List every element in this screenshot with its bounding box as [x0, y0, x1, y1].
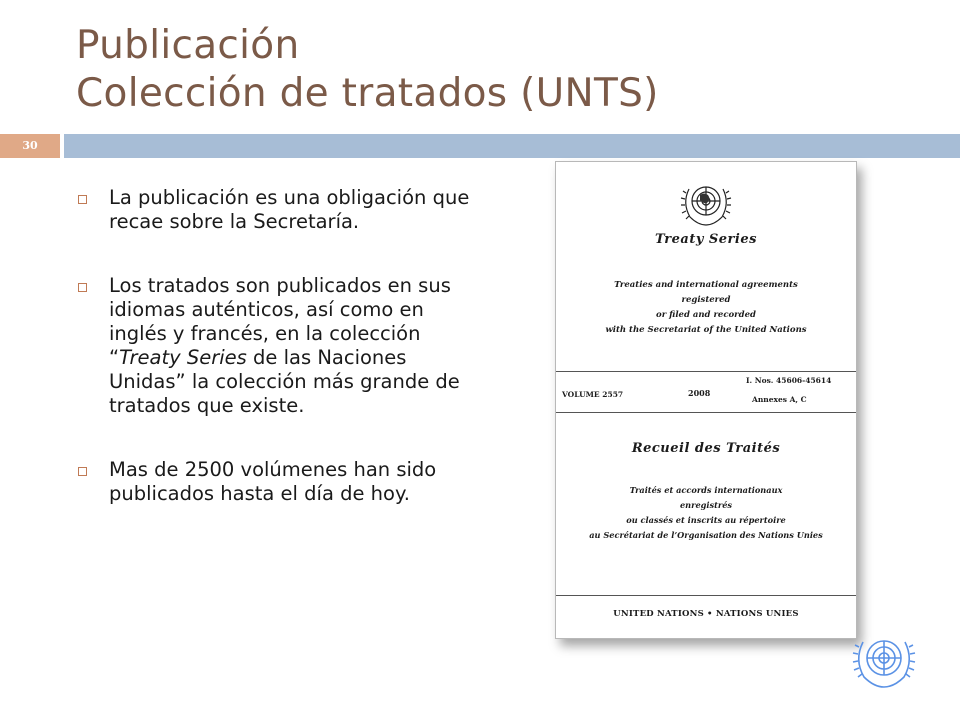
bullet-text	[109, 274, 460, 417]
doc-divider	[556, 412, 856, 413]
bullet-text-italic: Treaty Series	[119, 346, 247, 369]
bullet-text-before: Los tratados son publicados en sus idiomas auténticos, así como en inglés y francés, en la colección “	[109, 274, 451, 369]
slide-title	[76, 22, 659, 118]
doc-fr-subtitle	[556, 483, 856, 543]
doc-fr-sub-line: enregistrés	[679, 500, 733, 510]
square-bullet-icon	[78, 467, 87, 476]
doc-footer: UNITED NATIONS • NATIONS UNIES	[613, 609, 799, 619]
square-bullet-icon	[78, 195, 87, 204]
treaty-series-cover-image	[555, 161, 857, 639]
doc-en-sub-line: Treaties and international agreements	[614, 280, 798, 290]
doc-en-sub-line: or filed and recorded	[656, 310, 756, 320]
doc-divider	[556, 595, 856, 596]
bullet-text-after: de las Naciones Unidas” la colección más grande de tratados que existe.	[109, 346, 460, 417]
doc-fr-sub-line: Traités et accords internationaux	[629, 485, 783, 495]
bullet-item	[78, 274, 478, 418]
doc-volume: VOLUME 2557	[562, 390, 624, 399]
un-emblem-icon	[846, 630, 922, 692]
doc-en-sub-line: with the Secretariat of the United Nations	[605, 325, 807, 335]
bullet-text: La publicación es una obligación que recae sobre la Secretaría.	[109, 186, 470, 233]
square-bullet-icon	[78, 283, 87, 292]
doc-year: 2008	[688, 388, 711, 398]
bullet-list	[78, 186, 478, 546]
header-rule-bar	[64, 134, 960, 158]
doc-divider	[556, 371, 856, 372]
doc-treaty-numbers: I. Nos. 45606-45614	[746, 376, 832, 385]
title-line-1: Publicación	[76, 23, 300, 68]
doc-en-title: Treaty Series	[655, 232, 757, 247]
doc-fr-title: Recueil des Traités	[631, 441, 781, 456]
bullet-item	[78, 186, 478, 234]
un-emblem-icon	[676, 177, 736, 229]
doc-annexes: Annexes A, C	[752, 395, 807, 404]
title-line-2: Colección de tratados (UNTS)	[76, 71, 659, 116]
doc-fr-sub-line: ou classés et inscrits au répertoire	[626, 515, 786, 525]
doc-fr-sub-line: au Secrétariat de l’Organisation des Nations Unies	[589, 530, 823, 540]
slide-number: 30	[0, 134, 60, 158]
bullet-text: Mas de 2500 volúmenes han sido publicados hasta el día de hoy.	[109, 458, 437, 505]
bullet-item	[78, 458, 478, 506]
doc-en-sub-line: registered	[681, 295, 731, 305]
doc-en-subtitle	[556, 278, 856, 338]
